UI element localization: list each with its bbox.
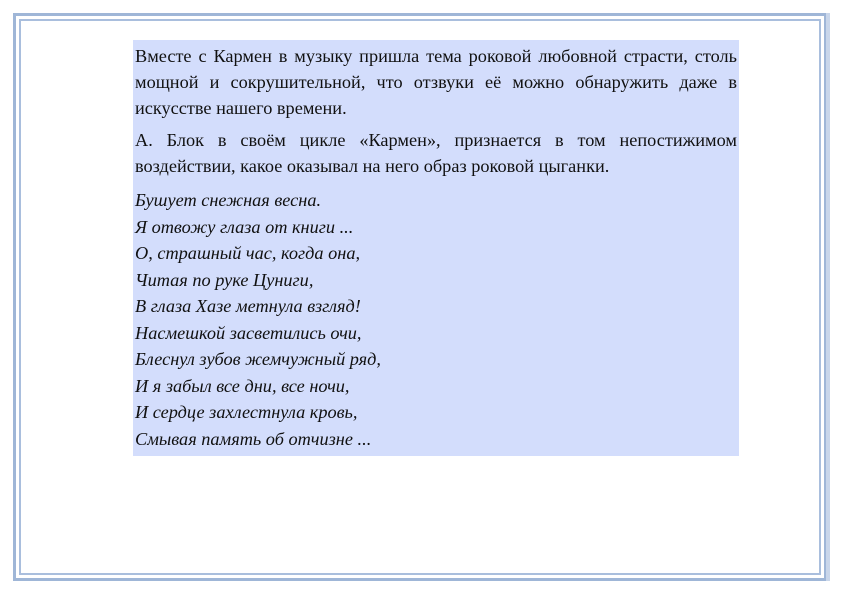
poem-line: Блеснул зубов жемчужный ряд, <box>135 349 382 369</box>
intro-paragraph: Вместе с Кармен в музыку пришла тема роковой любовной страсти, столь мощной и сокрушительной, что отзвуки её можно обнаружить даже в искусстве нашего времени. <box>135 46 737 118</box>
poem-line: Я отвожу глаза от книги ... <box>135 216 354 237</box>
poem-line: Смывая память об отчизне ... <box>135 428 372 449</box>
slide-frame-shadow <box>826 13 830 581</box>
poem-line: И сердце захлестнула кровь, <box>135 402 358 422</box>
poem-line: Насмешкой засветились очи, <box>135 322 362 343</box>
poem-line: Читая по руке Цуниги, <box>135 269 314 290</box>
poem-line: И я забыл все дни, все ночи, <box>135 375 350 396</box>
poem-excerpt <box>135 187 737 452</box>
poem-line: Бушует снежная весна. <box>135 190 322 210</box>
blok-paragraph: А. Блок в своём цикле «Кармен», признается в том непостижимом воздействии, какое оказывал на него образ роковой цыганки. <box>135 130 737 176</box>
text-block <box>133 40 739 456</box>
poem-line: В глаза Хазе метнула взгляд! <box>135 296 361 316</box>
poem-line: О, страшный час, когда она, <box>135 243 361 263</box>
